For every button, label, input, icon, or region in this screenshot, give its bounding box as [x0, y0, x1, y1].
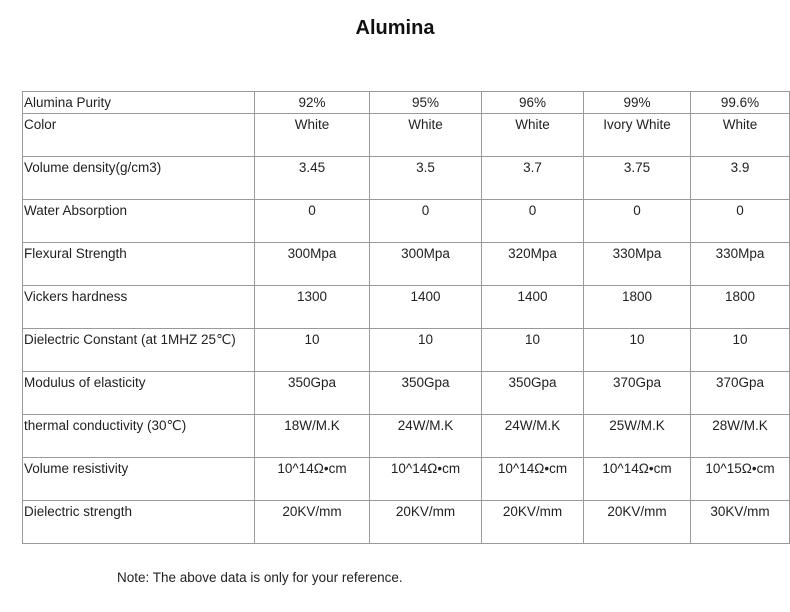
property-name-en: Dielectric Constant (at 1MHZ 25℃): [24, 332, 236, 347]
value-text: 300Mpa: [401, 246, 450, 261]
property-name-cell: [23, 372, 255, 415]
value-cell: [691, 286, 790, 329]
value-text: 10: [304, 332, 320, 347]
value-text: 30KV/mm: [710, 504, 770, 519]
value-text: 3.5: [416, 160, 435, 175]
value-cell: [691, 114, 790, 157]
value-cell: [584, 286, 691, 329]
value-cell: [584, 243, 691, 286]
value-cell: [370, 329, 482, 372]
value-text: 10: [524, 332, 541, 347]
value-cell: [482, 329, 584, 372]
value-cell: [370, 114, 482, 157]
property-row: [23, 329, 790, 372]
value-cell: [482, 415, 584, 458]
value-text: 350Gpa: [401, 375, 450, 390]
value-cell: [691, 157, 790, 200]
value-text: 330Mpa: [715, 246, 765, 261]
value-text: 1400: [410, 289, 441, 304]
value-text: 20KV/mm: [607, 504, 667, 519]
alumina-spec-table: [22, 91, 790, 544]
property-name-en: Water Absorption: [24, 203, 128, 218]
property-row: [23, 501, 790, 544]
value-text: White: [408, 117, 443, 132]
value-cell: [584, 157, 691, 200]
value-cell: [370, 501, 482, 544]
value-cell: [482, 286, 584, 329]
property-name-cell: [23, 329, 255, 372]
value-cell: [370, 286, 482, 329]
property-name-cell: [23, 114, 255, 157]
value-text: 10^14Ω•cm: [277, 461, 347, 476]
property-row: [23, 157, 790, 200]
property-row: [23, 243, 790, 286]
value-text: 0: [736, 203, 744, 218]
value-text: 10^14Ω•cm: [497, 461, 568, 476]
property-name-en: thermal conductivity (30℃): [24, 418, 187, 433]
value-cell: [370, 200, 482, 243]
value-text: 1300: [296, 289, 328, 304]
value-cell: [255, 415, 370, 458]
property-name-en: Vickers hardness: [24, 289, 128, 304]
value-text: 350Gpa: [508, 375, 557, 390]
property-row: [23, 286, 790, 329]
value-cell: [370, 157, 482, 200]
value-text: 320Mpa: [508, 246, 557, 261]
value-text: 3.9: [730, 160, 750, 175]
value-text: Ivory White: [603, 117, 671, 132]
value-cell: [584, 415, 691, 458]
property-row: [23, 458, 790, 501]
purity-column-header: 96%: [482, 92, 584, 114]
property-name-en: Volume resistivity: [24, 461, 129, 476]
property-name-en: Volume density(g/cm3): [24, 160, 162, 175]
purity-column-header: 99.6%: [691, 92, 790, 114]
property-name-en: Color: [24, 117, 57, 132]
value-cell: [370, 415, 482, 458]
value-cell: [584, 114, 691, 157]
value-cell: [255, 329, 370, 372]
property-row: [23, 372, 790, 415]
purity-column-header: 99%: [584, 92, 691, 114]
note-en: Note: The above data is only for your reference.: [117, 570, 403, 585]
value-text: 0: [633, 203, 641, 218]
value-text: 350Gpa: [287, 375, 337, 390]
property-name-cell: [23, 286, 255, 329]
value-text: 28W/M.K: [712, 418, 768, 433]
property-row: [23, 200, 790, 243]
property-name-en: Modulus of elasticity: [24, 375, 146, 390]
value-cell: [691, 501, 790, 544]
value-cell: [482, 501, 584, 544]
value-text: 20KV/mm: [395, 504, 456, 519]
purity-column-header: 92%: [255, 92, 370, 114]
value-cell: [255, 114, 370, 157]
property-row: [23, 415, 790, 458]
value-text: 25W/M.K: [609, 418, 665, 433]
value-cell: [482, 200, 584, 243]
property-name-cell: [23, 243, 255, 286]
value-text: White: [722, 117, 758, 132]
property-row: [23, 114, 790, 157]
value-text: 3.45: [298, 160, 326, 175]
value-cell: [691, 372, 790, 415]
property-name-cell: [23, 458, 255, 501]
value-cell: [482, 114, 584, 157]
value-cell: [691, 415, 790, 458]
value-text: 1800: [724, 289, 756, 304]
value-cell: [255, 157, 370, 200]
spec-table-body: [23, 92, 790, 544]
value-cell: [691, 243, 790, 286]
value-text: 10: [629, 332, 645, 347]
header-label: Alumina Purity: [23, 92, 255, 114]
value-text: 0: [528, 203, 537, 218]
value-text: 10: [732, 332, 748, 347]
value-text: 1400: [517, 289, 548, 304]
value-text: 370Gpa: [612, 375, 662, 390]
value-text: 10^14Ω•cm: [602, 461, 672, 476]
property-name-en: Flexural Strength: [24, 246, 127, 261]
value-cell: [482, 372, 584, 415]
value-text: 3.7: [523, 160, 542, 175]
value-text: 20KV/mm: [502, 504, 563, 519]
header-row: [23, 92, 790, 114]
value-cell: [255, 501, 370, 544]
value-text: 20KV/mm: [282, 504, 342, 519]
value-cell: [691, 200, 790, 243]
value-cell: [370, 458, 482, 501]
value-cell: [584, 372, 691, 415]
value-cell: [584, 200, 691, 243]
purity-column-header: 95%: [370, 92, 482, 114]
value-text: 18W/M.K: [284, 418, 340, 433]
value-text: White: [294, 117, 330, 132]
property-name-cell: [23, 501, 255, 544]
value-text: 24W/M.K: [397, 418, 454, 433]
reference-note: [117, 568, 403, 587]
value-text: 0: [421, 203, 430, 218]
value-cell: [255, 200, 370, 243]
value-cell: [255, 372, 370, 415]
value-text: 1800: [621, 289, 653, 304]
page-title: Alumina: [355, 17, 435, 39]
value-text: 10^14Ω•cm: [390, 461, 461, 476]
value-cell: [370, 243, 482, 286]
value-text: 24W/M.K: [504, 418, 561, 433]
value-cell: [482, 458, 584, 501]
value-cell: [584, 329, 691, 372]
value-text: 330Mpa: [612, 246, 662, 261]
property-name-cell: [23, 415, 255, 458]
value-text: 3.75: [623, 160, 651, 175]
value-cell: [255, 286, 370, 329]
value-cell: [691, 458, 790, 501]
value-cell: [255, 243, 370, 286]
value-cell: [482, 243, 584, 286]
value-text: 10^15Ω•cm: [705, 461, 775, 476]
value-cell: [482, 157, 584, 200]
value-text: 300Mpa: [287, 246, 337, 261]
value-text: White: [515, 117, 550, 132]
property-name-en: Dielectric strength: [24, 504, 133, 519]
value-cell: [255, 458, 370, 501]
value-cell: [584, 458, 691, 501]
property-name-cell: [23, 200, 255, 243]
value-text: 0: [308, 203, 316, 218]
value-cell: [584, 501, 691, 544]
value-text: 370Gpa: [715, 375, 765, 390]
value-text: 10: [417, 332, 434, 347]
value-cell: [370, 372, 482, 415]
value-cell: [691, 329, 790, 372]
property-name-cell: [23, 157, 255, 200]
